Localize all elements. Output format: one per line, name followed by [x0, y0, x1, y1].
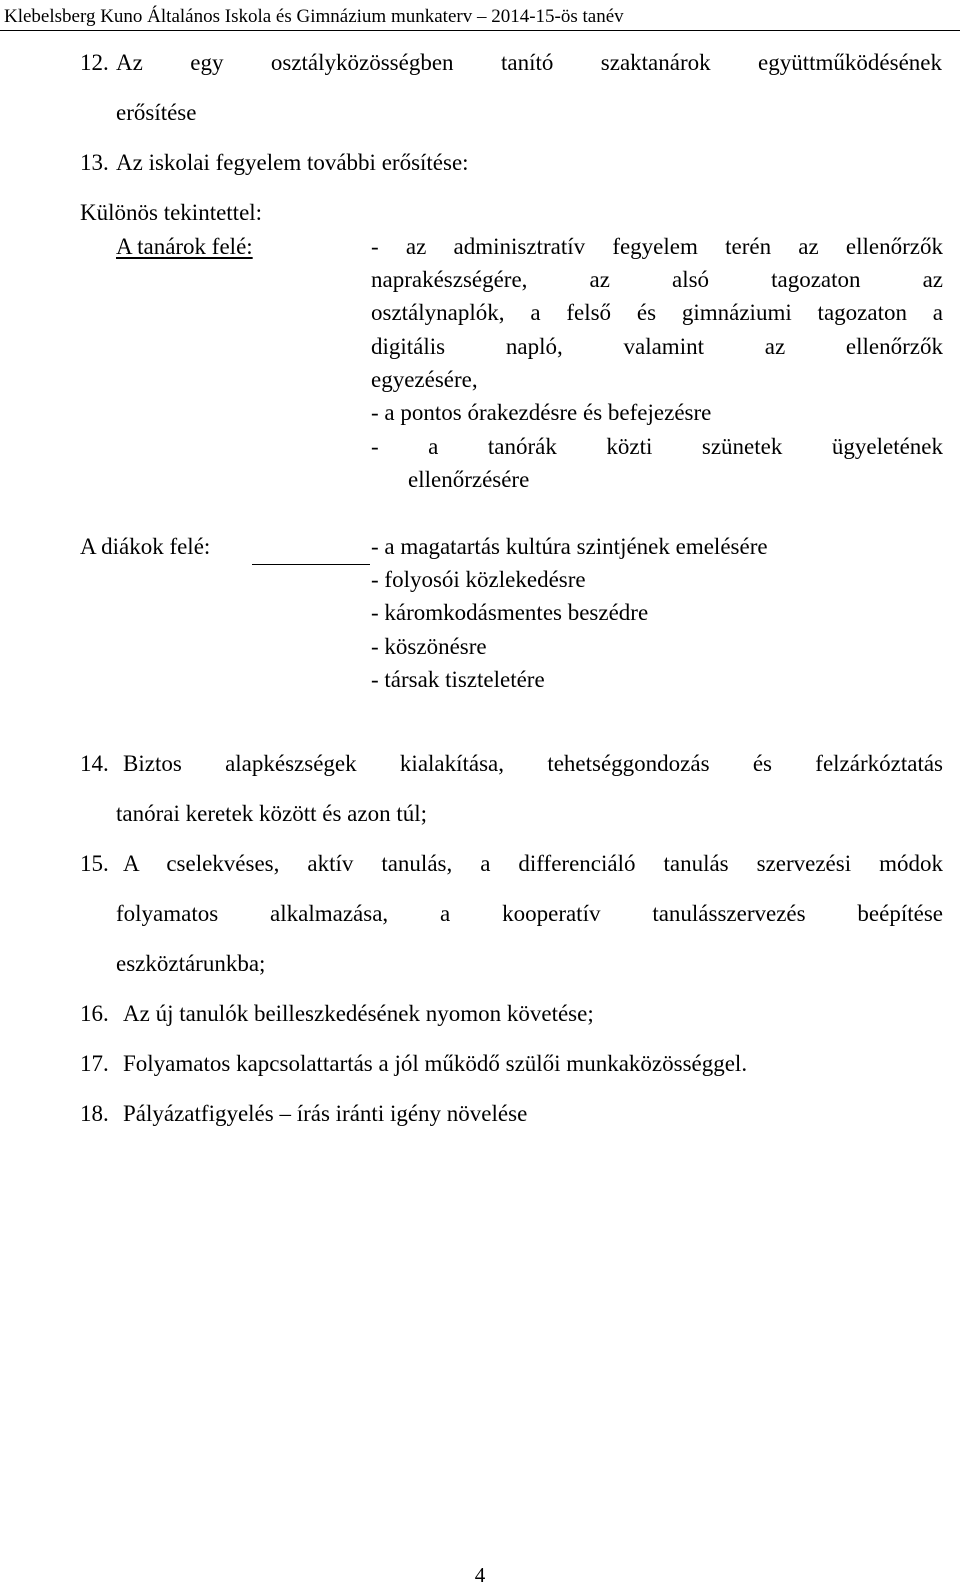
special-note: Különös tekintettel: — [80, 200, 263, 225]
item-16-number: 16. — [80, 1001, 109, 1026]
item-17-line-1: Folyamatos kapcsolattartás a jól működő szülői munkaközösséggel. — [123, 1051, 748, 1076]
item-18-number: 18. — [80, 1101, 109, 1126]
teachers-line-7: - a tanórák közti szünetek ügyeletének — [371, 434, 943, 459]
item-15-line-1: A cselekvéses, aktív tanulás, a differenciáló tanulás szervezési módok — [123, 851, 943, 876]
item-14-line-2: tanórai keretek között és azon túl; — [116, 801, 428, 826]
page-number: 4 — [474, 1563, 486, 1587]
item-13-number: 13. — [80, 150, 109, 175]
item-15-number: 15. — [80, 851, 109, 876]
students-line-1: - a magatartás kultúra szintjének emelésére — [371, 534, 768, 559]
item-12-line-1: Az egy osztályközösségben tanító szaktanárok együttműködésének — [116, 50, 942, 75]
teachers-line-8: ellenőrzésére — [408, 467, 530, 492]
item-12-number: 12. — [80, 50, 109, 75]
students-label: A diákok felé: — [80, 534, 211, 559]
item-14-number: 14. — [80, 751, 109, 776]
students-line-4: - köszönésre — [371, 634, 487, 659]
teachers-line-5: egyezésére, — [371, 367, 478, 392]
item-13-text: Az iskolai fegyelem további erősítése: — [116, 150, 469, 175]
students-line-2: - folyosói közlekedésre — [371, 567, 586, 592]
item-15-line-3: eszköztárunkba; — [116, 951, 266, 976]
students-underline — [252, 564, 370, 565]
teachers-line-2: naprakészségére, az alsó tagozaton az — [371, 267, 943, 292]
students-line-3: - káromkodásmentes beszédre — [371, 600, 649, 625]
item-14-line-1: Biztos alapkészségek kialakítása, tehetséggondozás és felzárkóztatás — [123, 751, 943, 776]
item-15-line-2: folyamatos alkalmazása, a kooperatív tanulásszervezés beépítése — [116, 901, 943, 926]
item-18-line-1: Pályázatfigyelés – írás iránti igény növelése — [123, 1101, 528, 1126]
teachers-line-4: digitális napló, valamint az ellenőrzők — [371, 334, 943, 359]
item-16-line-1: Az új tanulók beilleszkedésének nyomon követése; — [123, 1001, 594, 1026]
item-17-number: 17. — [80, 1051, 109, 1076]
teachers-line-6: - a pontos órakezdésre és befejezésre — [371, 400, 712, 425]
students-line-5: - társak tiszteletére — [371, 667, 545, 692]
page-header — [0, 5, 960, 31]
teachers-line-3: osztálynaplók, a felső és gimnáziumi tagozaton a — [371, 300, 943, 325]
teachers-label: A tanárok felé: — [116, 234, 253, 259]
teachers-line-1: - az adminisztratív fegyelem terén az ellenőrzők — [371, 234, 943, 259]
item-12-line-2: erősítése — [116, 100, 197, 125]
header-title: Klebelsberg Kuno Általános Iskola és Gimnázium munkaterv – 2014-15-ös tanév — [4, 6, 624, 27]
